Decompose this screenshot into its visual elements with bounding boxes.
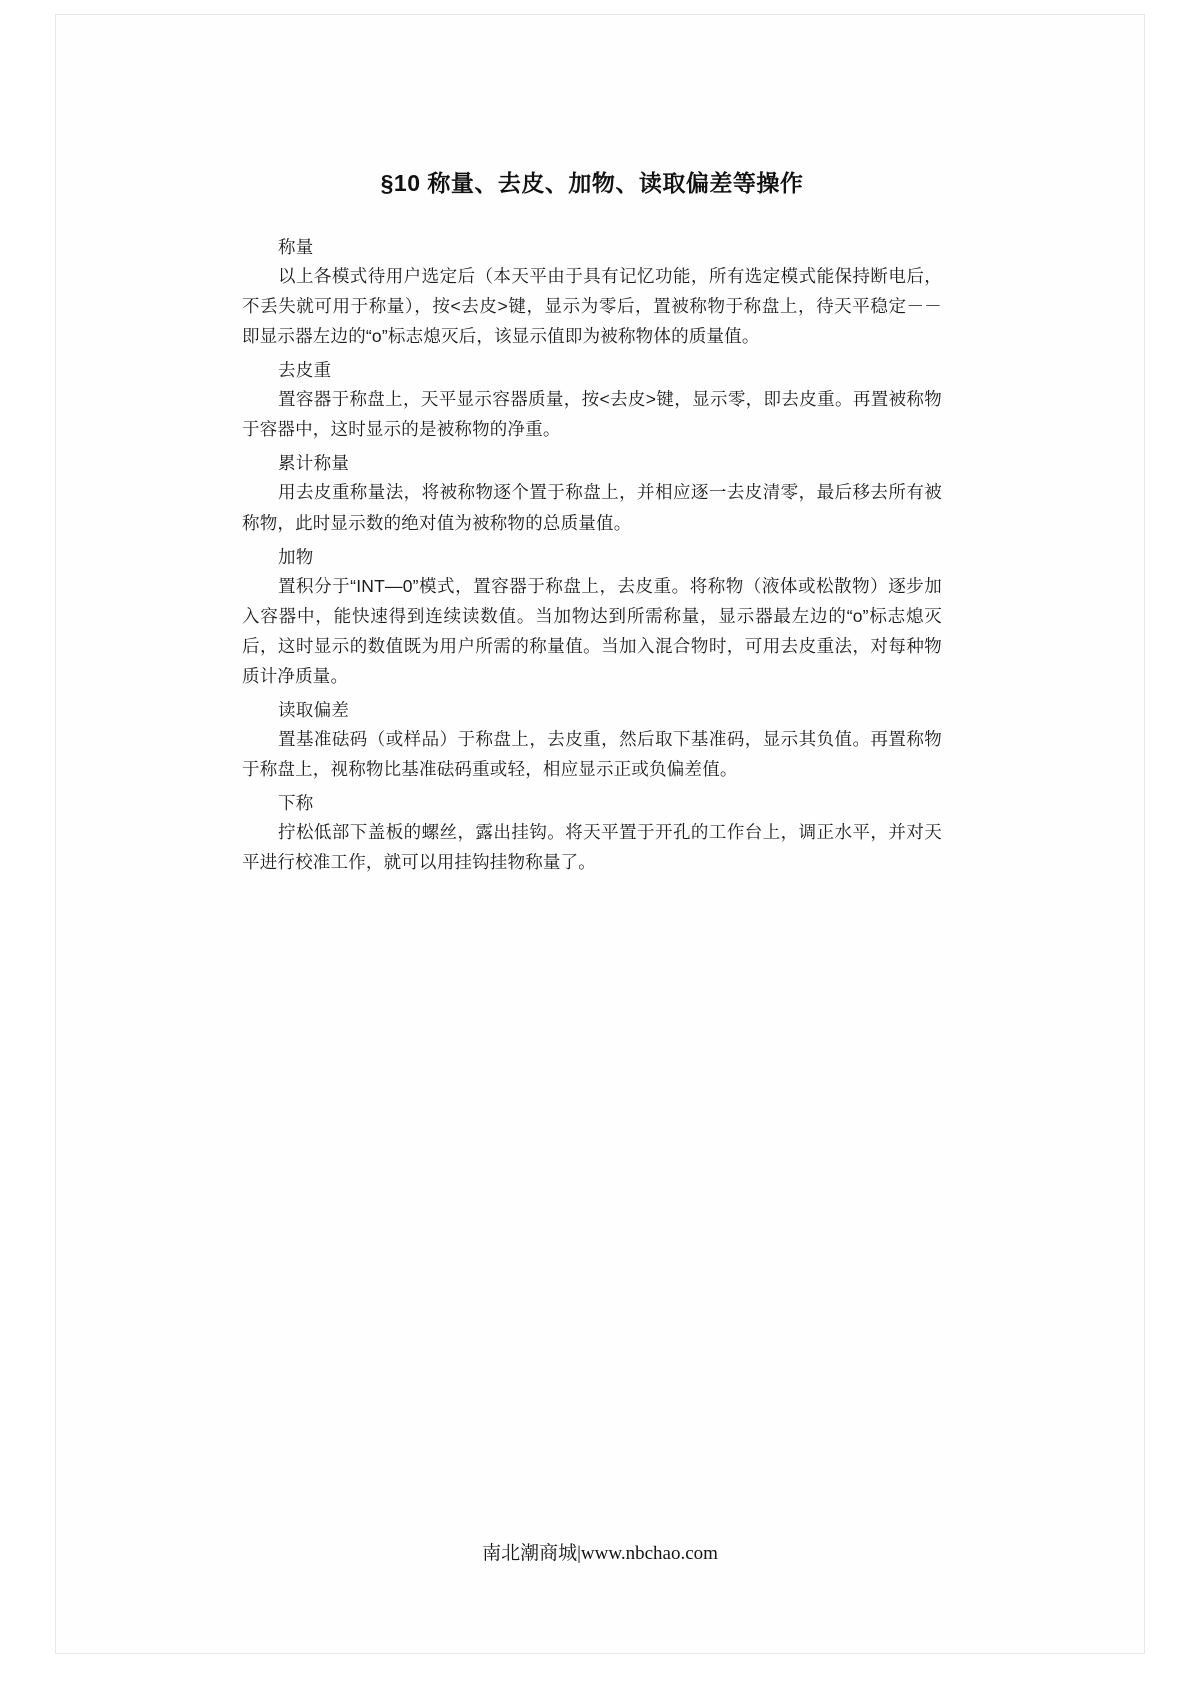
- section-heading: 加物: [278, 546, 314, 567]
- document-section-weighing: [242, 234, 942, 351]
- document-section-accumulate: [242, 450, 942, 537]
- document-section-tare: [242, 357, 942, 444]
- footer-watermark: 南北潮商城|www.nbchao.com: [482, 1543, 718, 1564]
- section-paragraph: 置基准砝码（或样品）于称盘上，去皮重，然后取下基准码，显示其负值。再置称物于称盘上，视称物比基准砝码重或轻，相应显示正或负偏差值。: [242, 729, 942, 780]
- section-heading: 下称: [278, 793, 314, 814]
- section-paragraph: 以上各模式待用户选定后（本天平由于具有记忆功能，所有选定模式能保持断电后，不丢失就可用于称量），按<去皮>键，显示为零后，置被称物于称盘上，待天平稳定－－即显示器左边的“o”标志熄灭后，该显示值即为被称物体的质量值。: [242, 266, 942, 347]
- document-sheet: [55, 14, 1145, 1654]
- section-heading: 读取偏差: [278, 700, 350, 721]
- section-heading: 称量: [278, 237, 314, 257]
- section-paragraph: 置积分于“INT—0”模式，置容器于称盘上，去皮重。将称物（液体或松散物）逐步加入容器中，能快速得到连续读数值。当加物达到所需称量，显示器最左边的“o”标志熄灭后，这时显示的数值既为用户所需的称量值。当加入混合物时，可用去皮重法，对每种物质计净质量。: [242, 575, 942, 686]
- document-content: [242, 165, 942, 883]
- document-section-adding: [242, 544, 942, 691]
- document-section-deviation: [242, 697, 942, 784]
- section-paragraph: 置容器于称盘上，天平显示容器质量，按<去皮>键，显示零，即去皮重。再置被称物于容器中，这时显示的是被称物的净重。: [242, 389, 942, 440]
- section-paragraph: 用去皮重称量法，将被称物逐个置于称盘上，并相应逐一去皮清零，最后移去所有被称物，此时显示数的绝对值为被称物的总质量值。: [242, 482, 942, 533]
- section-heading: 去皮重: [278, 360, 332, 381]
- section-heading: 累计称量: [278, 453, 350, 474]
- document-section-below-balance: [242, 790, 942, 877]
- section-paragraph: 拧松低部下盖板的螺丝，露出挂钩。将天平置于开孔的工作台上，调正水平，并对天平进行校准工作，就可以用挂钩挂物称量了。: [242, 822, 942, 873]
- page-title: §10 称量、去皮、加物、读取偏差等操作: [380, 170, 804, 196]
